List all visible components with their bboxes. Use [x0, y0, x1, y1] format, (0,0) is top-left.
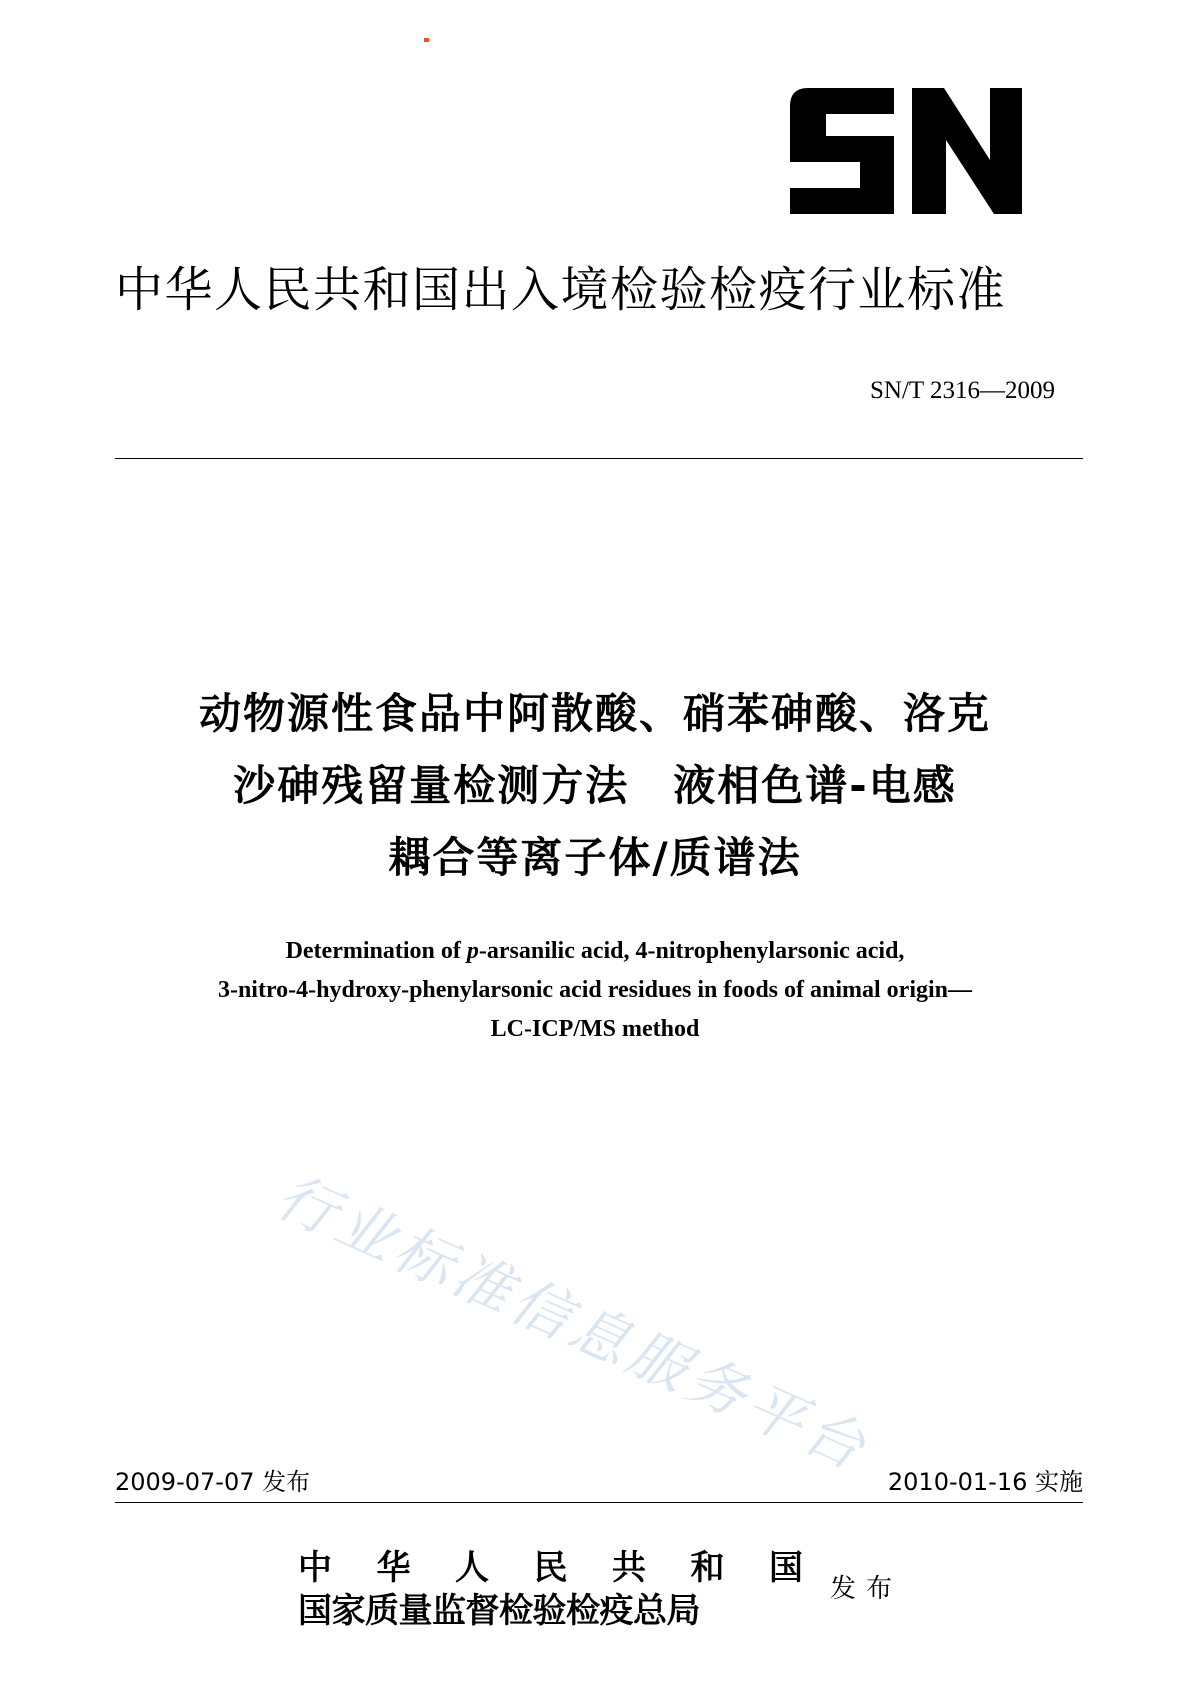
- issuer-country-char: 共: [612, 1548, 646, 1588]
- bottom-divider: [115, 1502, 1083, 1503]
- title-en-line-3: LC-ICP/MS method: [490, 1016, 700, 1042]
- issuer-agency: 国家质量监督检验检疫总局: [298, 1591, 700, 1631]
- issuing-authority-title: 中华人民共和国出入境检验检疫行业标准: [115, 262, 1007, 318]
- issuer-country-char: 中: [298, 1548, 332, 1588]
- title-en-line-1-pre: Determination of: [285, 938, 467, 964]
- issuer-country-char: 和: [690, 1548, 725, 1588]
- sn-logo: [790, 88, 1022, 214]
- title-cn-line-3: 耦合等离子体/质谱法: [388, 833, 802, 882]
- title-cn-line-2: 沙砷残留量检测方法 液相色谱-电感: [233, 761, 957, 810]
- standard-number: SN/T 2316—2009: [870, 377, 1055, 404]
- issuer-country-char: 国: [769, 1548, 803, 1588]
- issuer-country-char: 华: [376, 1548, 411, 1588]
- issuer-country: [298, 1540, 803, 1589]
- title-en-line-2: 3-nitro-4-hydroxy-phenylarsonic acid residues in foods of animal origin—: [217, 977, 973, 1003]
- issuer-country-char: 人: [455, 1548, 489, 1588]
- title-cn-line-1: 动物源性食品中阿散酸、硝苯砷酸、洛克: [198, 689, 991, 738]
- title-en-line-1-italic: p: [466, 938, 479, 964]
- watermark: 行业标准信息服务平台: [267, 1161, 880, 1485]
- effective-date: 2010-01-16 实施: [887, 1468, 1083, 1496]
- issue-date: 2009-07-07 发布: [115, 1468, 311, 1496]
- issuer-action: 发布: [830, 1574, 903, 1604]
- red-mark: [424, 38, 429, 42]
- title-en-line-1: [95, 936, 1095, 966]
- issuer-country-char: 民: [533, 1548, 568, 1588]
- top-divider: [115, 458, 1083, 459]
- title-en-line-1-post: -arsanilic acid, 4-nitrophenylarsonic acid,: [478, 938, 905, 964]
